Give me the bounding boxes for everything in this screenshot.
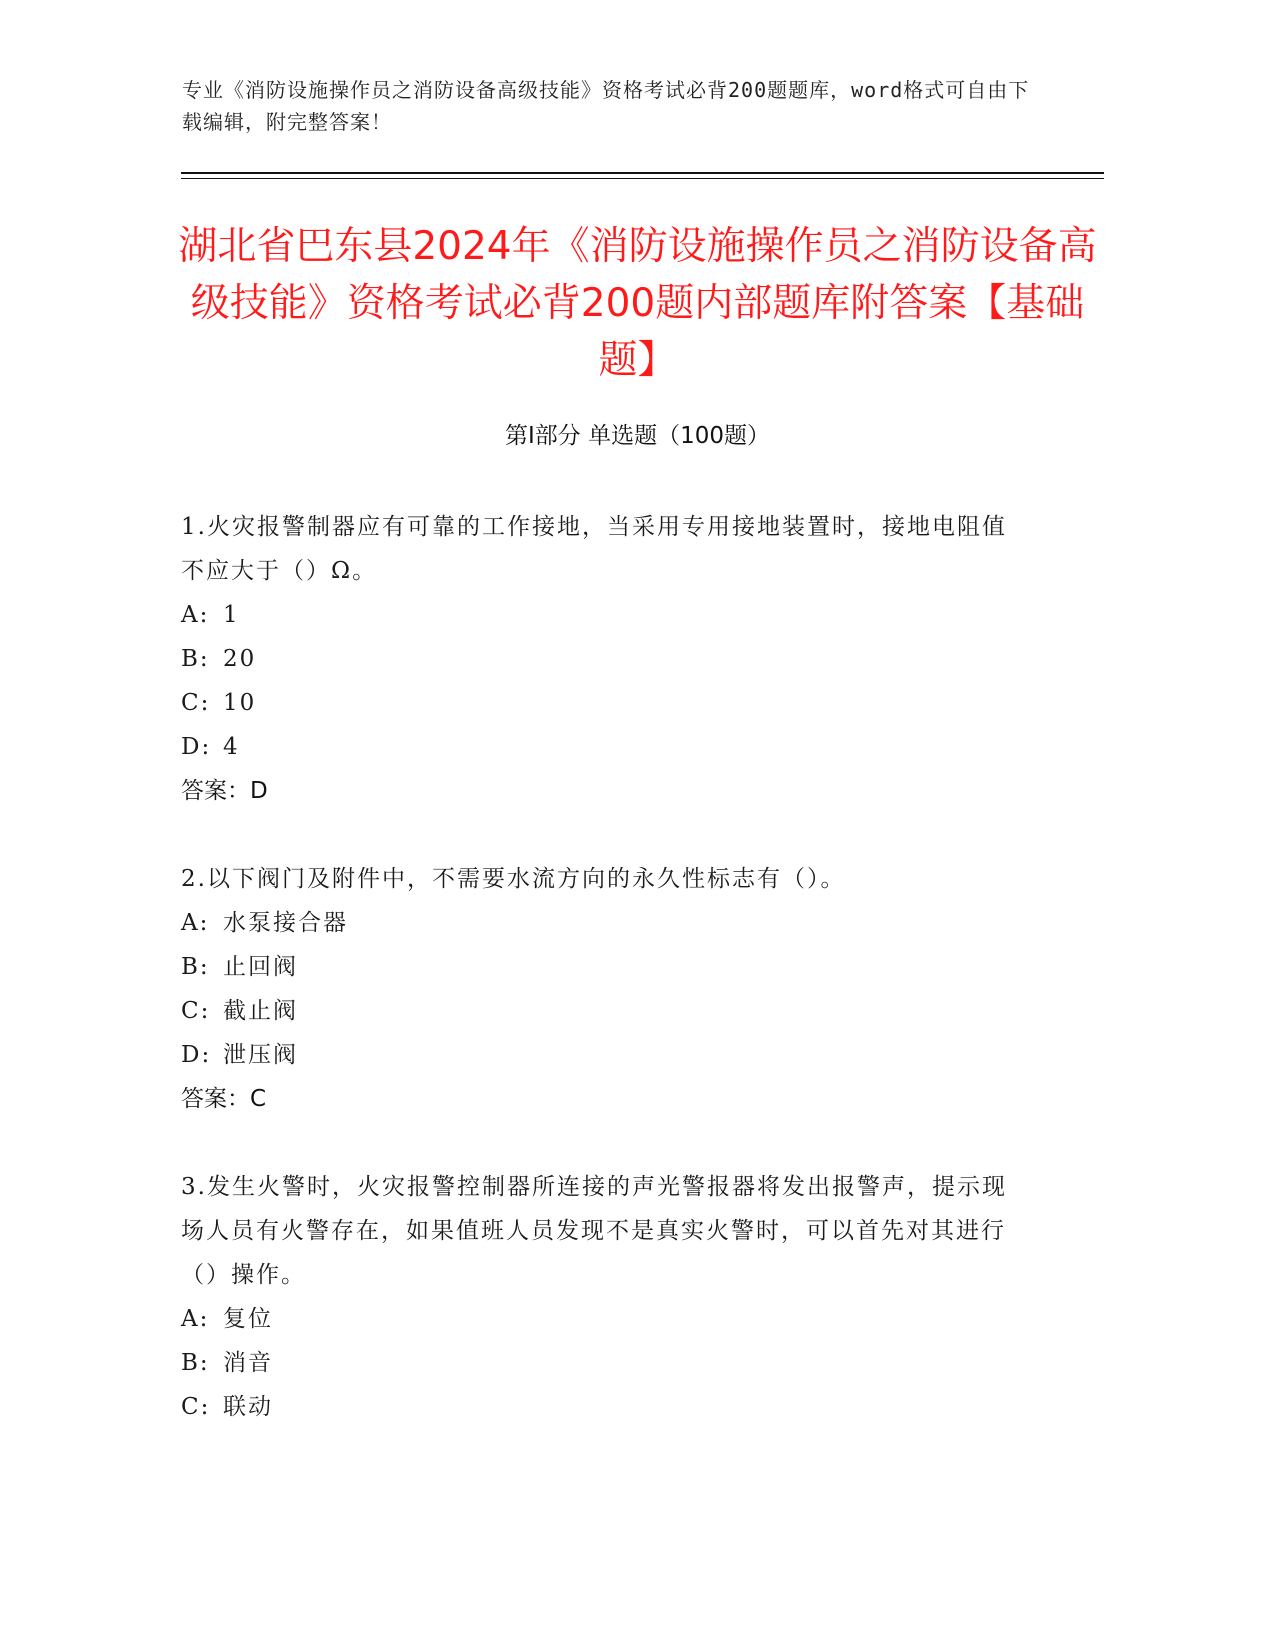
option-key: C: [181,690,211,716]
question-option [181,1385,1021,1429]
option-text: 止回阀 [223,954,298,980]
option-text: 截止阀 [223,998,298,1024]
option-key: C: [181,1394,211,1420]
option-key: D: [181,1042,212,1068]
question-option [181,901,1021,945]
answer-line: 答案：C [181,1086,267,1112]
option-text: 1 [223,602,240,628]
question-stem: 2.以下阀门及附件中，不需要水流方向的永久性标志有（）。 [181,866,846,892]
question-option [181,681,1021,725]
header-note: 专业《消防设施操作员之消防设备高级技能》资格考试必背200题题库，word格式可自由下载编辑，附完整答案！ [182,78,1030,134]
option-text: 泄压阀 [223,1042,298,1068]
option-text: 4 [223,734,240,760]
question-option [181,1297,1021,1341]
question-stem: 3.发生火警时，火灾报警控制器所连接的声光警报器将发出报警声，提示现场人员有火警存在，如果值班人员发现不是真实火警时，可以首先对其进行（）操作。 [181,1174,1007,1288]
question-option [181,945,1021,989]
header-divider-thick [181,172,1104,174]
question-item [181,1165,1021,1429]
question-option [181,989,1021,1033]
option-text: 复位 [223,1306,273,1332]
option-text: 水泵接合器 [223,910,348,936]
question-option [181,1341,1021,1385]
question-stem: 1.火灾报警制器应有可靠的工作接地，当采用专用接地装置时，接地电阻值不应大于（）Ω。 [181,514,1007,584]
option-text: 20 [223,646,257,672]
option-key: A: [181,602,210,628]
question-item [181,505,1021,813]
question-option [181,725,1021,769]
option-key: A: [181,1306,210,1332]
header-divider-thin [181,178,1104,179]
option-key: B: [181,1350,210,1376]
option-key: C: [181,998,211,1024]
question-option [181,637,1021,681]
option-text: 联动 [223,1394,273,1420]
question-option [181,593,1021,637]
option-text: 10 [223,690,257,716]
option-key: D: [181,734,212,760]
question-item [181,857,1021,1121]
option-key: A: [181,910,210,936]
answer-line: 答案：D [181,778,268,804]
question-list [181,505,1021,1473]
document-title: 湖北省巴东县2024年《消防设施操作员之消防设备高级技能》资格考试必背200题内部题库附答案【基础题】 [178,224,1097,383]
option-text: 消音 [223,1350,273,1376]
section-heading: 第I部分 单选题（100题） [505,423,770,449]
question-option [181,1033,1021,1077]
option-key: B: [181,954,210,980]
option-key: B: [181,646,210,672]
